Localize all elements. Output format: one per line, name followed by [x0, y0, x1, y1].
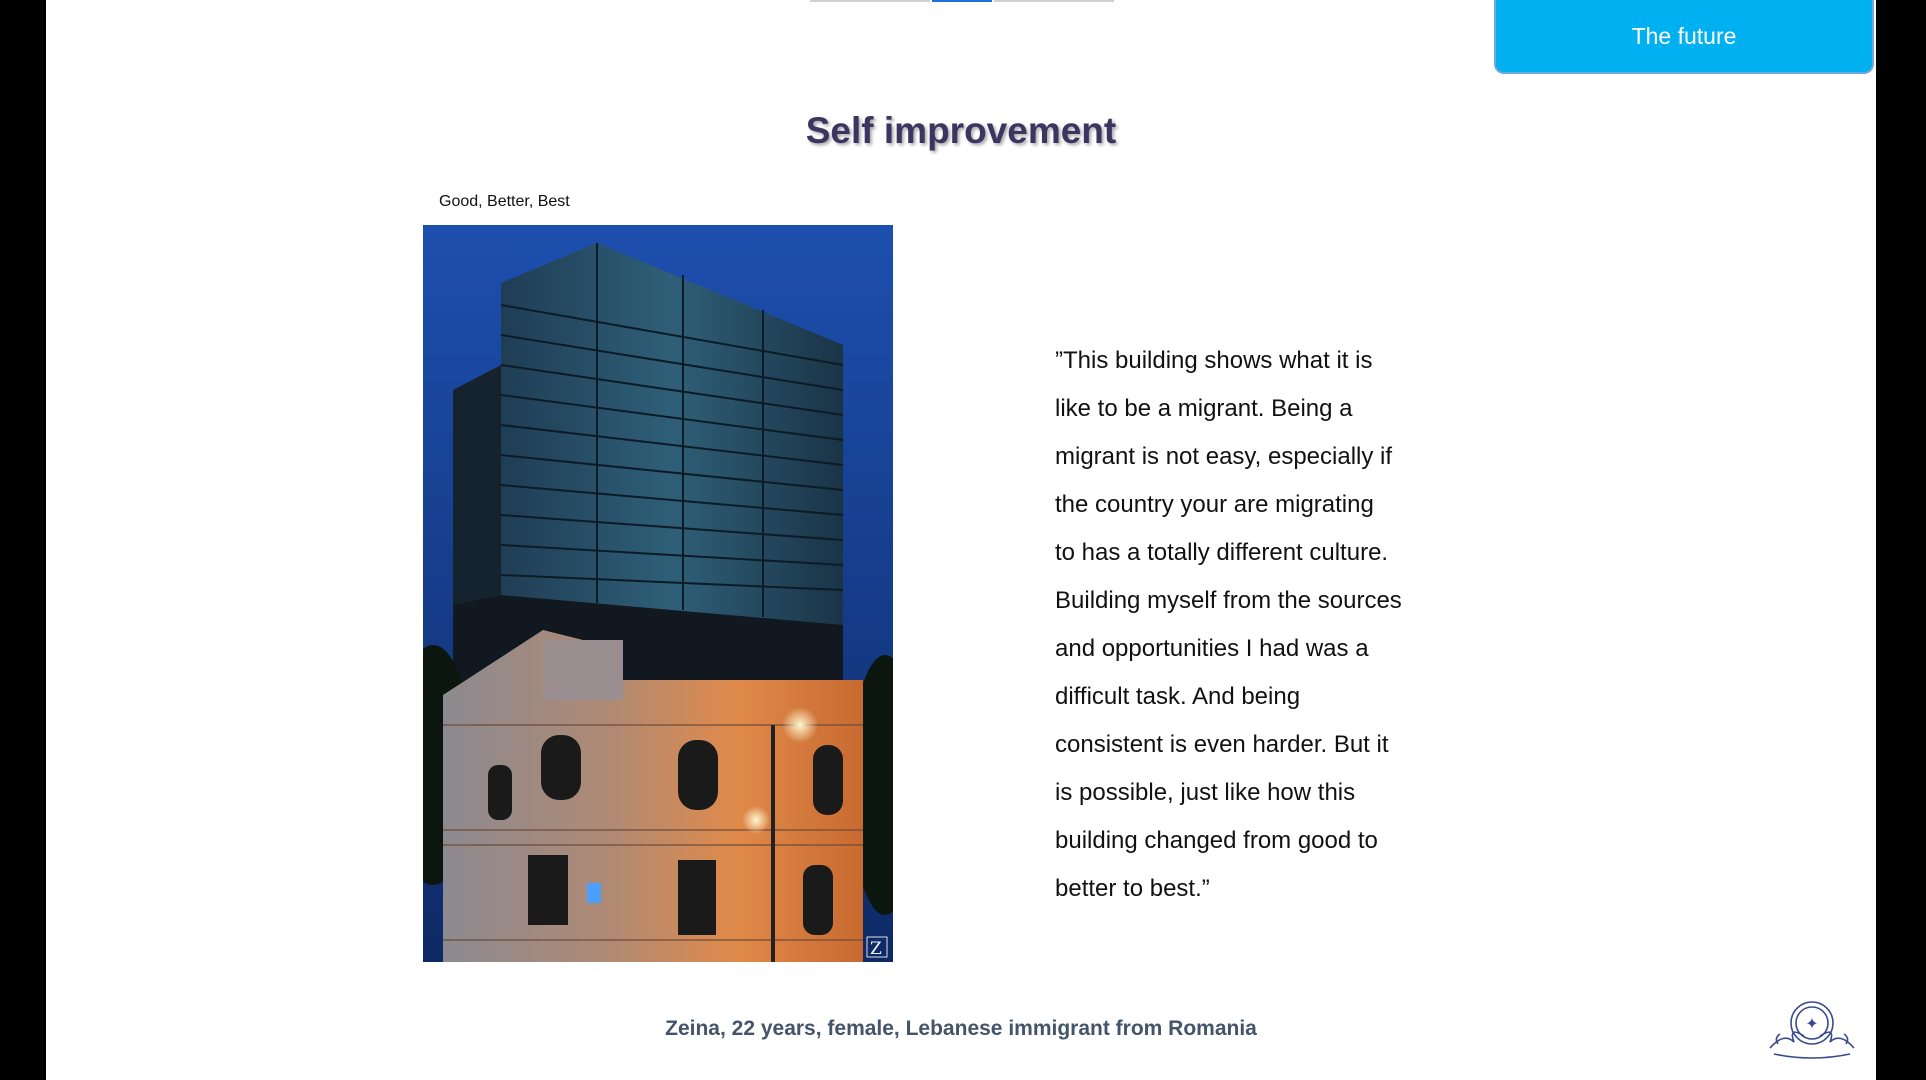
progress-segment: [810, 0, 930, 2]
photo-watermark: Z: [870, 939, 882, 959]
slide-title: Self improvement: [805, 110, 1117, 151]
svg-text:✦: ✦: [1805, 1014, 1819, 1033]
progress-segment: [994, 0, 1114, 2]
the-future-button[interactable]: [1494, 0, 1874, 74]
emblem-logo-icon: [1764, 998, 1860, 1060]
building-photo: [423, 225, 893, 962]
photo-caption: Good, Better, Best: [439, 193, 570, 210]
the-future-button-label: The future: [1631, 22, 1737, 49]
progress-segment-active: [932, 0, 992, 2]
slide: [46, 0, 1876, 1080]
quote-text: ”This building shows what it is like to be a migrant. Being a migrant is not easy, especially if the country your are migrating to has a totally different culture. Building myself from the sources and opportunities I had was a difficult task. And being consistent is even harder. But it is possible, just like how this building changed from good to better to best.”: [1055, 347, 1402, 902]
photo-credit: Zeina, 22 years, female, Lebanese immigrant from Romania: [665, 1017, 1257, 1040]
